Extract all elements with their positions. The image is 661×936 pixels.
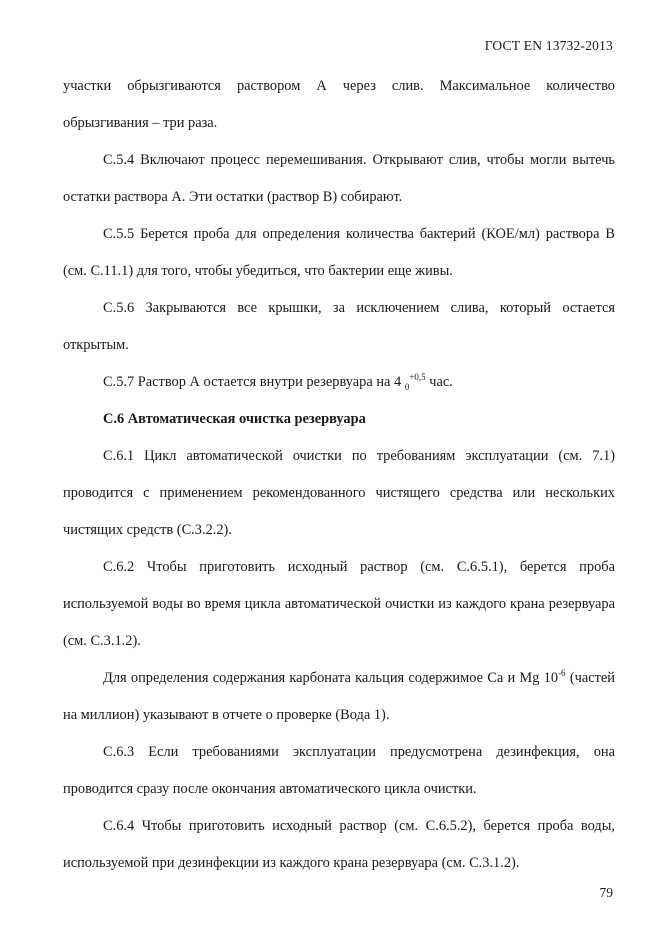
section-heading-c-6: С.6 Автоматическая очистка резервуара [103, 411, 366, 427]
paragraph-c-5-7-text: С.5.7 Раствор А остается внутри резервуара на 4 [103, 374, 405, 390]
calcium-note-text-end: (частей на миллион) указывают в отчете о проверке (Вода 1). [63, 670, 615, 723]
paragraph-c-6-1: С.6.1 Цикл автоматической очистки по требованиям эксплуатации (см. 7.1) проводится с применением рекомендованного чистящего средства или нескольких чистящих средств (С.3.2.2). [63, 448, 615, 538]
paragraph-c-5-6: С.5.6 Закрываются все крышки, за исключением слива, который остается открытым. [63, 300, 615, 353]
paragraph-calcium-note [63, 660, 615, 734]
page-number: 79 [599, 885, 613, 900]
paragraph-continuation: участки обрызгиваются раствором А через слив. Максимальное количество обрызгивания – три раза. [63, 78, 615, 131]
paragraph-c-5-7 [63, 364, 615, 401]
calcium-note-text: Для определения содержания карбоната кальция содержимое Ca и Mg 10 [103, 670, 559, 686]
document-code-header: ГОСТ EN 13732-2013 [484, 38, 613, 53]
paragraph-c-6-3: С.6.3 Если требованиями эксплуатации предусмотрена дезинфекция, она проводится сразу после окончания автоматического цикла очистки. [63, 744, 615, 797]
paragraph-c-6-2: С.6.2 Чтобы приготовить исходный раствор (см. С.6.5.1), берется проба используемой воды во время цикла автоматической очистки из каждого крана резервуара (см. С.3.1.2). [63, 559, 615, 649]
exponent-superscript: -6 [558, 668, 566, 679]
paragraph-c-5-5: С.5.5 Берется проба для определения количества бактерий (КОЕ/мл) раствора В (см. С.11.1) для того, чтобы убедиться, что бактерии еще живы. [63, 226, 615, 279]
duration-tolerance-superscript: +0,5 [409, 372, 426, 383]
document-body [63, 68, 615, 882]
duration-unit: час. [425, 374, 453, 390]
paragraph-c-5-4: С.5.4 Включают процесс перемешивания. Открывают слив, чтобы могли вытечь остатки раствора А. Эти остатки (раствор В) собирают. [63, 152, 615, 205]
duration-subscript: 0 [404, 381, 410, 392]
paragraph-c-6-4: С.6.4 Чтобы приготовить исходный раствор (см. С.6.5.2), берется проба воды, используемой при дезинфекции из каждого крана резервуара (см. С.3.1.2). [63, 818, 615, 871]
